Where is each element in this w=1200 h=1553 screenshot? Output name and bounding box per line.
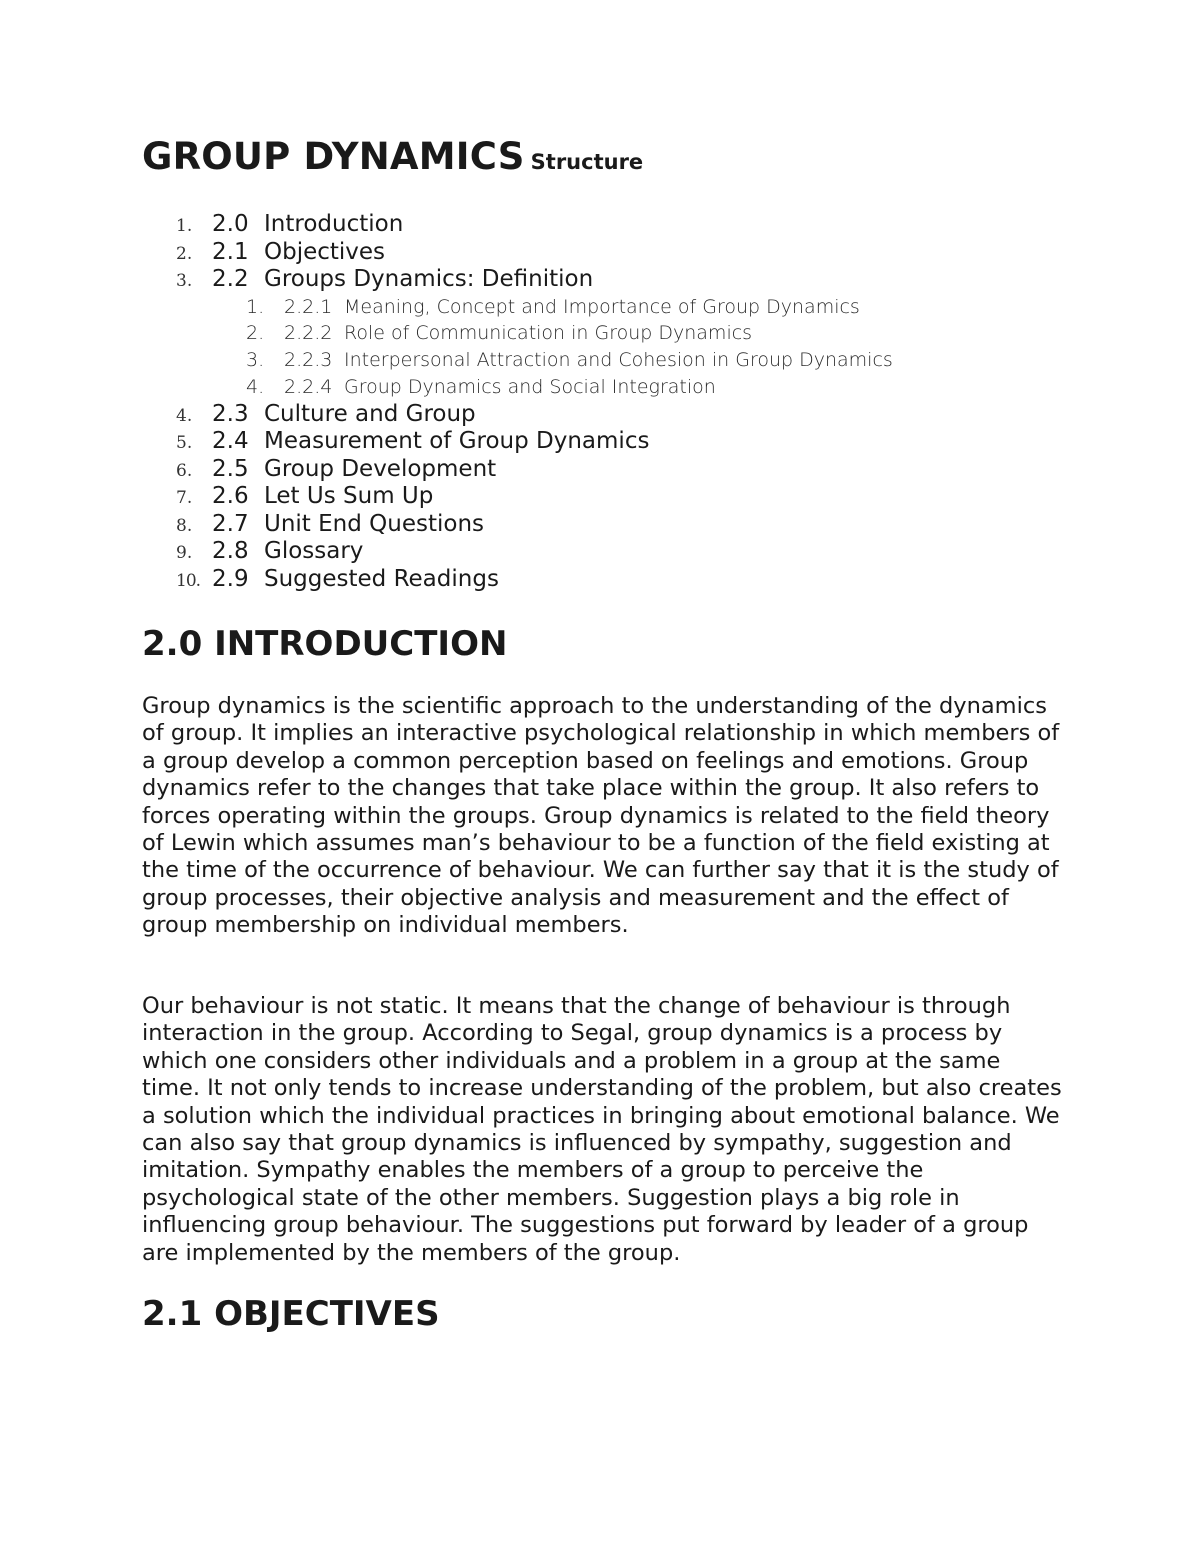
toc-item-label: Suggested Readings: [264, 565, 499, 592]
introduction-paragraph-1: Group dynamics is the scientific approach to the understanding of the dynamics of group. It implies an interactive psychological relationship in which members of a group develop a common perception based on feelings and emotions. Group dynamics refer to the changes that take place within the group. It also refers to forces operating within the groups. Group dynamics is related to the field theory of Lewin which assumes man’s behaviour to be a function of the field existing at the time of the occurrence of behaviour. We can further say that it is the study of group processes, their objective analysis and measurement and the effect of group membership on individual members.: [142, 693, 1060, 939]
toc-item-label: Measurement of Group Dynamics: [264, 428, 650, 455]
introduction-heading: 2.0 INTRODUCTION: [142, 624, 508, 664]
toc-subitem-label: Group Dynamics and Social Integration: [344, 375, 716, 398]
toc-subitem: [142, 320, 1042, 347]
toc-subitem: [142, 347, 1042, 374]
title-sub: Structure: [530, 150, 644, 174]
sub-structure-list: [142, 294, 1042, 401]
toc-subitem: [142, 294, 1042, 321]
toc-item: [142, 401, 1042, 429]
toc-item-label: Unit End Questions: [264, 510, 485, 537]
toc-item-number: 5.: [176, 433, 193, 454]
toc-item-label: Let Us Sum Up: [264, 483, 434, 510]
toc-subitem-code: 2.2.4: [284, 375, 333, 398]
toc-item-label: Glossary: [264, 538, 364, 565]
toc-item-code: 2.7: [212, 510, 249, 537]
toc-item: [142, 239, 1042, 267]
toc-item: [142, 511, 1042, 539]
toc-item-number: 6.: [176, 460, 193, 481]
toc-subitem-number: 1.: [246, 295, 265, 318]
toc-item: [142, 566, 1042, 594]
toc-item: [142, 483, 1042, 511]
toc-item-code: 2.3: [212, 400, 249, 427]
toc-item-number: 7.: [176, 488, 193, 509]
toc-item: [142, 428, 1042, 456]
toc-subitem-label: Interpersonal Attraction and Cohesion in Group Dynamics: [344, 349, 893, 372]
toc-item-label: Culture and Group: [264, 400, 476, 427]
toc-subitem: [142, 374, 1042, 401]
toc-item-code: 2.4: [212, 428, 249, 455]
introduction-paragraph-2: Our behaviour is not static. It means that the change of behaviour is through interaction in the group. According to Segal, group dynamics is a process by which one considers other individuals and a problem in a group at the same time. It not only tends to increase understanding of the problem, but also creates a solution which the individual practices in bringing about emotional balance. We can also say that group dynamics is influenced by sympathy, suggestion and imitation. Sympathy enables the members of a group to perceive the psychological state of the other members. Suggestion plays a big role in influencing group behaviour. The suggestions put forward by leader of a group are implemented by the members of the group.: [142, 993, 1062, 1266]
toc-item-code: 2.8: [212, 538, 249, 565]
structure-list: [142, 211, 1042, 593]
toc-item-code: 2.5: [212, 455, 249, 482]
title-main: GROUP DYNAMICS: [142, 135, 525, 178]
toc-subitem-number: 3.: [246, 349, 265, 372]
toc-item: [142, 456, 1042, 484]
toc-item-label: Groups Dynamics: Definition: [264, 266, 594, 292]
toc-item-label: Introduction: [264, 211, 404, 237]
document-title: [142, 135, 644, 178]
toc-item-number: 4.: [176, 405, 193, 426]
toc-item-code: 2.0: [212, 211, 249, 237]
toc-item-number: 3.: [176, 271, 193, 291]
toc-item-label: Group Development: [264, 455, 497, 482]
toc-item-label: Objectives: [264, 238, 386, 265]
toc-subitem-code: 2.2.1: [284, 295, 333, 318]
toc-subitem-number: 2.: [246, 322, 265, 345]
toc-item: [142, 538, 1042, 566]
toc-item-number: 8.: [176, 515, 193, 536]
toc-item-code: 2.2: [212, 266, 249, 292]
toc-subitem-code: 2.2.2: [284, 322, 333, 345]
toc-item-code: 2.1: [212, 238, 249, 265]
toc-item-code: 2.6: [212, 483, 249, 510]
toc-item-number: 9.: [176, 543, 193, 564]
toc-subitem-number: 4.: [246, 375, 265, 398]
toc-item: [142, 266, 1042, 401]
toc-item: [142, 211, 1042, 239]
toc-item-number: 10.: [176, 570, 201, 591]
objectives-heading: 2.1 OBJECTIVES: [142, 1294, 440, 1334]
toc-item-number: 2.: [176, 243, 193, 264]
toc-subitem-label: Meaning, Concept and Importance of Group Dynamics: [344, 295, 860, 318]
toc-item-number: 1.: [176, 216, 193, 236]
toc-subitem-label: Role of Communication in Group Dynamics: [344, 322, 753, 345]
toc-item-code: 2.9: [212, 565, 249, 592]
toc-subitem-code: 2.2.3: [284, 349, 333, 372]
